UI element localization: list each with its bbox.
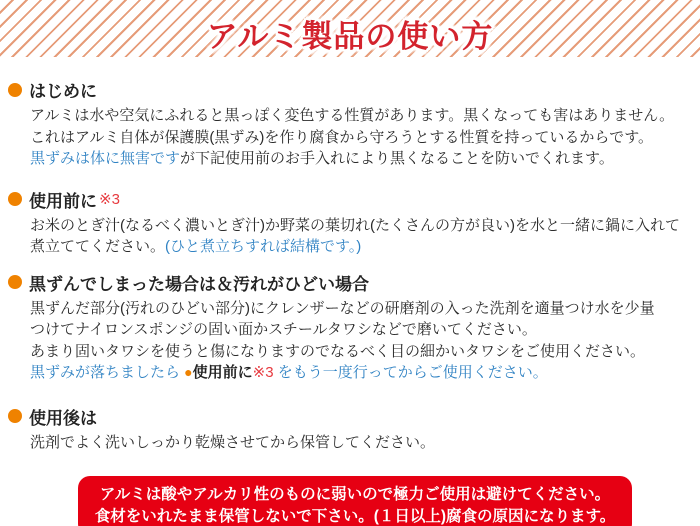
body-line bbox=[30, 127, 692, 149]
section-heading: 使用前に bbox=[29, 191, 97, 211]
body-text: あまり固いタワシを使うと傷になりますのでなるべく目の細かいタワシをご使用ください。 bbox=[30, 342, 646, 360]
warning-box bbox=[78, 476, 632, 526]
cross-reference-label: 使用前に bbox=[192, 364, 253, 381]
body-line bbox=[30, 319, 692, 341]
inline-bullet-icon: ● bbox=[184, 364, 193, 380]
section-introduction bbox=[8, 77, 692, 170]
section-heading-row bbox=[8, 404, 692, 429]
warning-text: アルミは酸やアルカリ性のものに弱いので極力ご使用は避けてください。 bbox=[99, 486, 611, 503]
section-darkened-or-dirty bbox=[8, 270, 692, 384]
highlighted-text: (ひと煮立ちすれば結構です。) bbox=[165, 238, 362, 255]
section-heading-row bbox=[8, 187, 692, 212]
body-line bbox=[30, 215, 692, 237]
reference-note: ※3 bbox=[99, 191, 120, 208]
body-line bbox=[30, 148, 692, 170]
bullet-circle-icon bbox=[8, 83, 22, 97]
body-line bbox=[30, 105, 692, 127]
section-heading-row bbox=[8, 270, 692, 295]
body-text: 煮立ててください。 bbox=[30, 238, 166, 255]
highlighted-text: をもう一度行ってからご使用ください。 bbox=[273, 364, 548, 381]
body-text: お米のとぎ汁(なるべく濃いとぎ汁)か野菜の葉切れ(たくさんの方が良い)を水と一緒に鍋に入れて bbox=[30, 216, 680, 234]
section-heading: 黒ずんでしまった場合は＆汚れがひどい場合 bbox=[29, 274, 369, 294]
bullet-circle-icon bbox=[8, 275, 22, 289]
section-after-use bbox=[8, 404, 692, 454]
body-text: が下記使用前のお手入れにより黒くなることを防いでくれます。 bbox=[180, 150, 614, 167]
body-line bbox=[30, 362, 692, 384]
header-banner bbox=[0, 0, 700, 57]
content bbox=[0, 77, 700, 453]
section-body bbox=[30, 215, 692, 258]
highlighted-text: 黒ずみが落ちましたら bbox=[30, 364, 185, 381]
section-heading-row bbox=[8, 77, 692, 102]
page-title: アルミ製品の使い方 bbox=[206, 19, 494, 54]
section-heading: 使用後は bbox=[29, 408, 97, 428]
body-text: つけてナイロンスポンジの固い面かスチールタワシなどで磨いてください。 bbox=[30, 321, 537, 338]
section-body bbox=[30, 298, 692, 384]
bullet-circle-icon bbox=[8, 409, 22, 423]
section-body bbox=[30, 432, 692, 454]
body-text: 黒ずんだ部分(汚れのひどい部分)にクレンザーなどの研磨剤の入った洗剤を適量つけ水を少量 bbox=[30, 299, 655, 317]
body-line bbox=[30, 341, 692, 363]
bullet-circle-icon bbox=[8, 192, 22, 206]
section-before-use bbox=[8, 187, 692, 258]
section-body bbox=[30, 105, 692, 170]
body-text: これはアルミ自体が保護膜(黒ずみ)を作り腐食から守ろうとする性質を持っているからです。 bbox=[30, 128, 654, 146]
warning-text: 食材をいれたまま保管しないで下さい。(１日以上)腐食の原因になります。 bbox=[94, 508, 616, 525]
body-line bbox=[30, 298, 692, 320]
body-text: アルミは水や空気にふれると黒っぽく変色する性質があります。黒くなっても害はありません。 bbox=[30, 107, 675, 124]
body-line bbox=[30, 236, 692, 258]
highlighted-text: 黒ずみは体に無害です bbox=[30, 150, 181, 167]
body-line bbox=[30, 432, 692, 454]
reference-note: ※3 bbox=[252, 364, 274, 381]
section-heading: はじめに bbox=[29, 82, 97, 101]
body-text: 洗剤でよく洗いしっかり乾燥させてから保管してください。 bbox=[30, 433, 436, 451]
